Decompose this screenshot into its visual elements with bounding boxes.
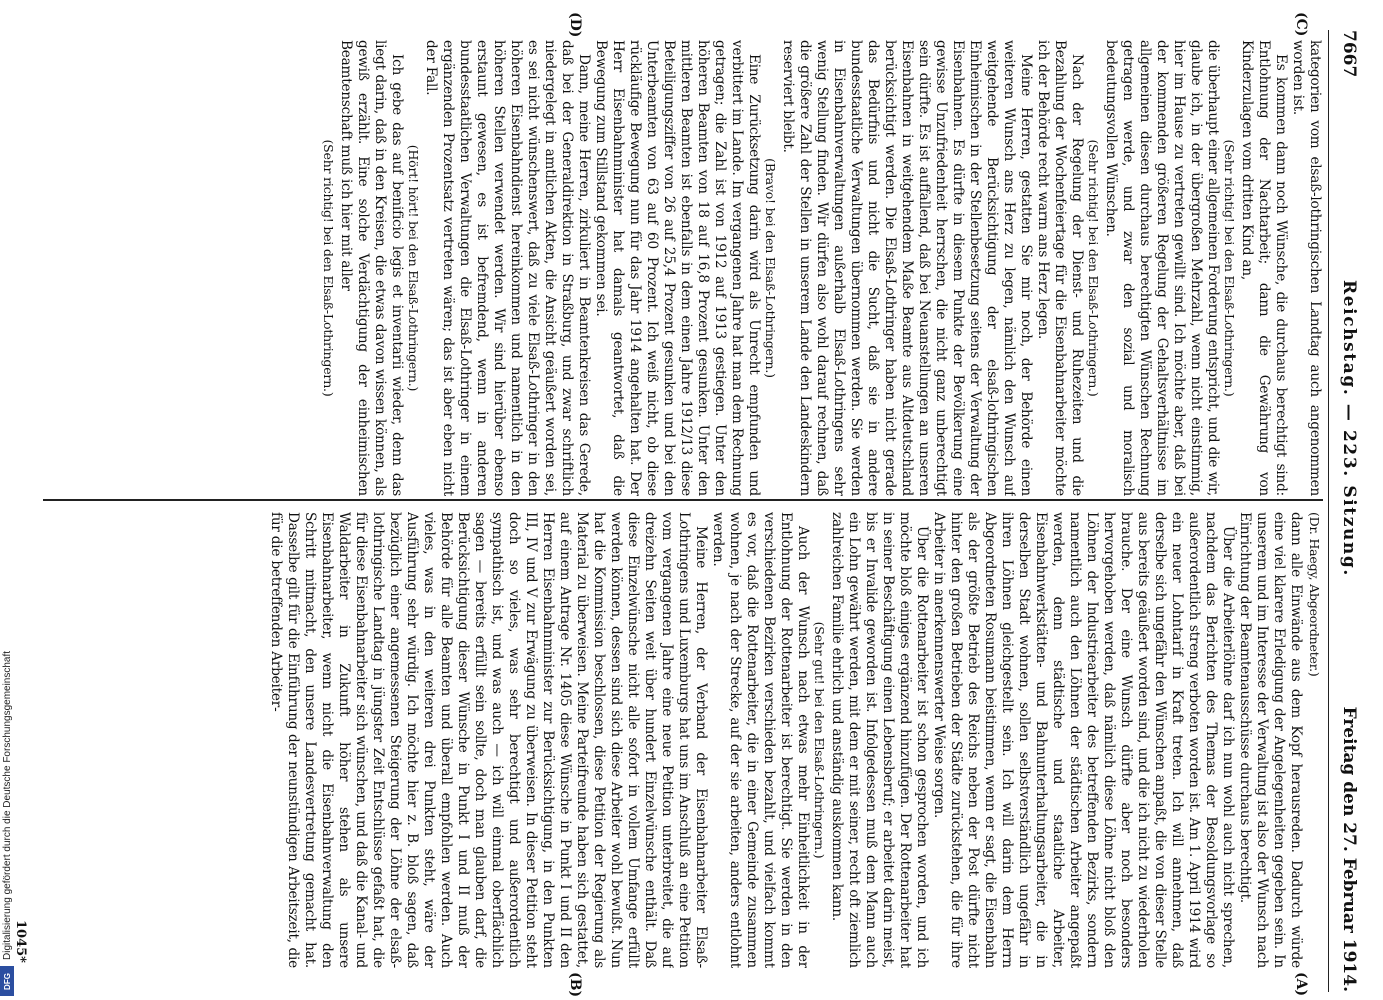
dfg-logo-icon <box>0 966 14 996</box>
paragraph: Über die Rottenarbeiter ist schon gesprochen worden, und ich möchte bloß einiges ergänzend hinzufügen. Der Rottenarbeiter hat in seiner Beschäftigung einen Lebensberuf; er arbeitet darin meist, bis er Invalide geworden ist. Infolgedessen muß dem Mann auch ein Lohn gewährt werden, mit dem er mit seiner, recht oft ziemlich zahlreichen Familie ehrlich und anständig auskommen kann. <box>829 512 930 968</box>
margin-mark-a: (C) <box>1293 12 1309 37</box>
paragraph: Nach der Regelung der Dienst- und Ruhezeiten und die Bezahlung der Wochenfeiertage für die Eisenbahnarbeiter möchte ich der Behörde recht warm ans Herz legen. <box>1035 40 1085 496</box>
column-divider <box>43 499 1323 501</box>
header-title: Reichstag. — 223. Sitzung. <box>1339 280 1359 577</box>
header-date: Freitag den 27. Februar 1914. <box>1339 706 1359 992</box>
text-column-left <box>83 40 1323 496</box>
paragraph: Über die Arbeiterlöhne darf ich nun wohl auch nicht sprechen, nachdem das Berichten des Themas der Besoldungsvorlage so außerordentlich streng verboten worden ist. Am 1. April 1914 wird ein neuer Lohntarif in Kraft treten. Ich will annehmen, daß derselbe sich ungefähr den Wünschen anpaßt, die von dieser Stelle aus bereits geäußert worden sind, und die ich nicht zu wiederholen brauche. Der eine Wunsch dürfte aber noch besonders hervorgehoben werden, daß nämlich diese Löhne nicht bloß den Löhnen der Industriearbeiter des betreffenden Bezirks, sondern namentlich auch den Löhnen der städtischen Arbeiter angepaßt werden, denn städtische und staatliche Arbeiter, Eisenbahnwerkstätten- und Bahnunterhaltungsarbeiter, die in derselben Stadt wohnen, sollen selbstverständlich ungefähr in ihren Löhnen gleichgestellt sein. Ich will darin dem Herrn Abgeordneten Rosumann beistimmen, wenn er sagt, die Eisenbahn als der größte Betrieb des Reichs neben der Post dürfte nicht hinter den großen Betrieben der Städte zurückstehen, die für ihre Arbeiter in anerkennenswerter Weise sorgen. <box>931 512 1236 968</box>
interjection: (Bravo! bei den Elsaß-Lothringern.) <box>763 158 778 378</box>
sheet-signature: 1045* <box>13 920 28 963</box>
interjection: (Hört! hört! bei den Elsaß-Lothringern.) <box>406 144 421 392</box>
paragraph: Dann, meine Herren, zirkuliert in Beamtenkreisen das Gerede, daß bei der Generaldirektion in Straßburg, und zwar schriftlich niedergelegt in amtlichen Akten, die Ansicht geäußert worden sei, es sei nicht wünschenswert, daß zu viele Elsaß-Lothringer in den höheren Eisenbahndienst hereinkommen und namentlich in den höheren Stellen verwendet werden. Wir sind hierüber ebenso erstaunt gewesen, es ist befremdend, wenn in anderen bundesstaatlichen Verwaltungen die Elsaß-Lothringer in einem ergänzenden Prozentsatz vertreten wären; das ist aber eben nicht der Fall. <box>423 40 592 496</box>
paragraph: dann alle Einwände aus dem Kopf herausreden. Dadurch würde eine viel klarere Erledigung der Angelegenheiten gegeben sein. In unserem und im Interesse der Verwaltung ist also der Wunsch nach Einrichtung der Beamtenausschüsse durchaus berechtigt. <box>1237 512 1304 968</box>
interjection: (Sehr richtig! bei den Elsaß-Lothringern.) <box>321 139 336 397</box>
paragraph: Meine Herren, gestatten Sie mir noch, der Behörde einen weiteren Wunsch ans Herz zu legen, nämlich den Wunsch auf weitgehende Berücksichtigung der elsaß-lothringischen Einheimischen in der Stellenbesetzung seitens der Verwaltung der Eisenbahnen. Es dürfte in diesem Punkte der Bevölkerung eine gewisse Unzufriedenheit herrschen, die nicht ganz unberechtigt sein dürfte. Es ist auffallend, daß bei Neuanstellungen an unseren Eisenbahnen in weitgehendem Maße Beamte aus Altdeutschland berücksichtigt werden. Die Elsaß-Lothringer haben nicht gerade das Bedürfnis und nicht die Sucht, daß sie in andere bundesstaatliche Verwaltungen übernommen werden. Sie werden in Eisenbahnverwaltungen außerhalb Elsaß-Lothringens sehr wenig Stellung finden. Wir dürfen also wohl darauf rechnen, daß die größere Zahl der Stellen in unserem Lande den Landeskindern reserviert bleibt. <box>780 40 1034 496</box>
running-header <box>1328 30 1371 992</box>
paragraph: Meine Herren, der Verband der Eisenbahnarbeiter Elsaß-Lothringens und Luxemburgs hat uns im Anschluß an eine Petition vom vergangenen Jahre eine neue Petition unterbreitet, die auf dreizehn Seiten weit über hundert Einzelwünsche enthält. Daß diese Einzelwünsche nicht alle sofort in vollem Umfange erfüllt werden können, dessen sind sich diese Arbeiter wohl bewußt. Nun hat die Kommission beschlossen, diese Petition der Regierung als Material zu überweisen. Meine Parteifreunde haben sich gestattet, auf einem Antrage Nr. 1405 diese Wünsche in Punkt I und II den Herren Eisenbahnminister zur Berücksichtigung, in den Punkten III, IV und V zur Erwägung zu überweisen. In dieser Petition steht doch so vieles, was sehr berechtigt und außerordentlich sympathisch ist, und was auch — ich will einmal oberflächlich sagen — bereits erfüllt sein sollte, doch man glauben darf, die Berücksichtigung dieser Wünsche in Punkt I und II muß der Behörde für alle Beamten und überall empfohlen werden. Auch vieles, was in den weiteren drei Punkten steht, wäre der Ausführung sehr würdig. Ich möchte hier z. B. bloß sagen, daß bezüglich einer angemessenen Steigerung der Löhne der elsaß-lothringische Landtag in jüngster Zeit Entschlüsse gefaßt hat, die für diese Eisenbahnarbeiter sich wünschen, und daß die Kanal- und Waldarbeiter in Zukunft höher stehen als unsere Eisenbahnarbeiter, wenn nicht die Eisenbahnverwaltung den Schritt mitmacht, den unsere Landesvertretung gemacht hat. Dasselbe gilt für die Einführung der neunstündigen Arbeitszeit, die für die betreffenden Arbeiter- <box>268 512 709 968</box>
page-number: 7667 <box>1339 30 1359 78</box>
interjection: (Sehr richtig! bei den Elsaß-Lothringern.) <box>1086 139 1101 397</box>
dfg-logo-label: DFG <box>2 972 12 990</box>
credit-text: Digitalisierung gefördert durch die Deutsche Forschungsgemeinschaft <box>2 650 13 960</box>
paragraph: Es kommen dann noch Wünsche, die durchaus berechtigt sind: Entlohnung der Nachtarbeit; dann die Gewährung von Kinderzulagen vom dritten Kind an, <box>1239 40 1289 496</box>
paragraph: kategorien vom elsaß-lothringischen Landtag auch angenommen worden ist. <box>1290 40 1323 496</box>
margin-mark-d: (B) <box>567 972 583 998</box>
paragraph: Ich gebe das auf benificio legis et inventarii wieder, denn das liegt darin, daß in den Kreisen, die etwas davon wissen können, als gewiß erzählt. Eine solche Verdächtigung der einheimischen Beamtenschaft muß ich hier mit aller <box>338 40 405 496</box>
speaker-label: (Dr. Haegy, Abgeordneter.) <box>1307 512 1322 677</box>
interjection: (Sehr gut! bei den Elsaß-Lothringern.) <box>812 621 827 859</box>
digitization-credit <box>0 0 16 1000</box>
paragraph: Auch der Wunsch nach etwas mehr Einheitlichkeit in der Entlohnung der Rottenarbeiter ist berechtigt. Sie werden in den verschiedenen Bezirken verschieden bezahlt, und vielfach kommt es vor, daß die Rottenarbeiter, die in einer Gemeinde zusammen wohnen, je nach der Strecke, auf der sie arbeiten, anders entlohnt werden. <box>710 512 811 968</box>
interjection: (Sehr richtig! bei den Elsaß-Lothringern.) <box>1222 139 1237 397</box>
margin-mark-c: (A) <box>1293 972 1309 997</box>
paragraph: Eine Zurücksetzung darin wird als Unrecht empfunden und verbittert im Lande. Im vergangenen Jahre hat man dem Rechnung getragen; die Zahl ist von 1912 auf 1913 gestiegen. Unter den höheren Beamten von 18 auf 16,8 Prozent gesunken. Unter den mittleren Beamten ist ebenfalls in dem einen Jahre 1912/13 diese Beteiligungsziffer von 26 auf 25,4 Prozent gesunken und bei den Unterbeamten von 63 auf 60 Prozent. Ich weiß nicht, ob diese rückläufige Bewegung nun für das Jahr 1914 angehalten hat. Der Herr Eisenbahnminister hat damals geantwortet, daß die Bewegung zum Stillstand gekommen sei. <box>593 40 762 496</box>
text-column-right <box>83 512 1323 968</box>
paragraph: die überhaupt einer allgemeinen Forderung entspricht, und die wir, glaube ich, in der übergroßen Mehrzahl, wenn nicht einstimmig, hier im Hause zu vertreten gewillt sind. Ich möchte aber, daß bei der kommenden größeren Regelung der Gehaltsverhältnisse im allgemeinen diesen durchaus berechtigten Wünschen Rechnung getragen werde, und zwar den sozial und moralisch bedeutungsvollen Wünschen. <box>1103 40 1221 496</box>
margin-mark-b: (D) <box>567 12 583 38</box>
